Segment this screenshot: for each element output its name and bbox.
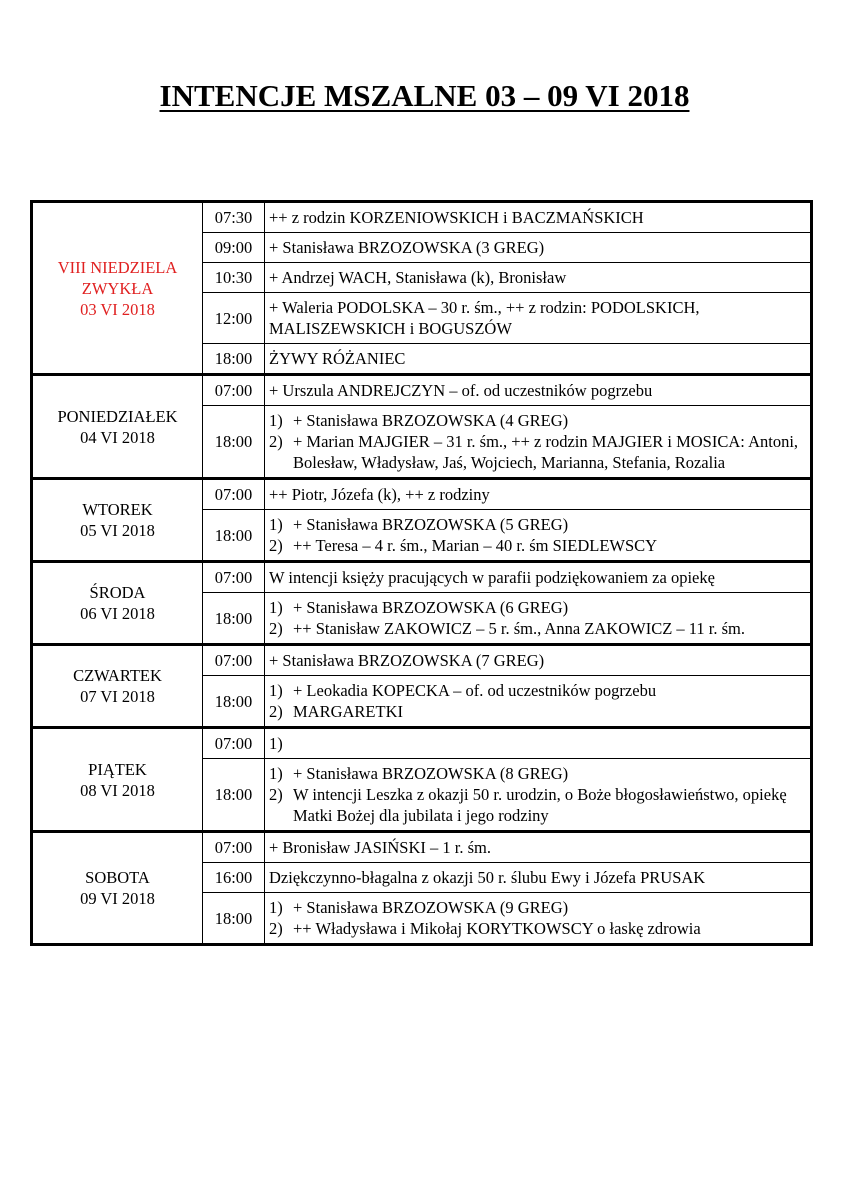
day-name: PONIEDZIAŁEK [57,406,178,426]
day-name: PIĄTEK [88,759,147,779]
intention-item [269,618,806,639]
intention-list [269,680,806,722]
intention-list [269,897,806,939]
intention-text: Dziękczynno-błagalna z okazji 50 r. ślubu Ewy i Józefa PRUSAK [269,868,706,887]
intention-text: + Andrzej WACH, Stanisława (k), Bronisław [269,268,567,287]
intention-cell [265,344,812,375]
intention-list [269,410,806,473]
mass-row [32,479,812,510]
day-date: 08 VI 2018 [80,780,155,800]
intention-cell [265,406,812,479]
intention-cell [265,375,812,406]
intention-text: ŻYWY RÓŻANIEC [269,349,406,368]
day-name: ZWYKŁA [81,278,154,298]
day-name: VIII NIEDZIELA [57,257,178,277]
day-cell [32,562,203,645]
intention-cell [265,233,812,263]
mass-time: 18:00 [203,344,265,375]
mass-time: 18:00 [203,893,265,945]
intention-number: 1) [269,898,283,917]
mass-time: 18:00 [203,510,265,562]
day-date: 03 VI 2018 [80,299,155,319]
intention-number: 1) [269,598,283,617]
day-name: ŚRODA [89,583,146,602]
intention-cell [265,293,812,344]
intention-item [269,410,806,431]
day-name: CZWARTEK [73,666,162,685]
day-name: SOBOTA [85,868,150,887]
mass-row [32,728,812,759]
intention-cell [265,645,812,676]
intention-text: + Waleria PODOLSKA – 30 r. śm., ++ z rodzin: PODOLSKICH, MALISZEWSKICH i BOGUSZÓW [269,298,700,338]
mass-row [32,562,812,593]
day-date: 05 VI 2018 [80,521,155,540]
mass-row [32,645,812,676]
mass-time: 18:00 [203,406,265,479]
intention-item [269,784,806,826]
intention-text: ++ z rodzin KORZENIOWSKICH i BACZMAŃSKICH [269,208,644,227]
intention-text: + Stanisława BRZOZOWSKA (3 GREG) [269,238,545,257]
intention-number: 1) [269,411,283,430]
day-cell [32,375,203,479]
mass-time: 07:00 [203,832,265,863]
intention-number: 2) [269,536,283,555]
day-cell [32,728,203,832]
intention-number: 2) [269,919,283,938]
intention-list [269,597,806,639]
intentions-table [30,200,813,946]
intention-item [269,918,806,939]
day-date: 09 VI 2018 [80,889,155,908]
day-cell [32,832,203,945]
intention-text: + Leokadia KOPECKA – of. od uczestników pogrzebu [293,681,657,700]
mass-time: 07:00 [203,728,265,759]
intention-text: MARGARETKI [293,702,403,721]
intention-text: W intencji księży pracujących w parafii podziękowaniem za opiekę [269,568,715,587]
mass-time: 07:00 [203,479,265,510]
mass-row [32,375,812,406]
page-title-wrap [0,78,849,114]
mass-time: 07:00 [203,375,265,406]
day-date: 07 VI 2018 [80,687,155,706]
intention-text: ++ Piotr, Józefa (k), ++ z rodziny [269,485,490,504]
intention-cell [265,759,812,832]
intention-item [269,897,806,918]
intention-text: + Stanisława BRZOZOWSKA (8 GREG) [293,764,569,783]
page-title: INTENCJE MSZALNE 03 – 09 VI 2018 [159,78,690,113]
intention-item [269,763,806,784]
day-group [32,645,812,728]
intention-number: 2) [269,702,283,721]
intention-text: + Urszula ANDREJCZYN – of. od uczestników pogrzebu [269,381,653,400]
intention-item [269,431,806,473]
intention-text: ++ Władysława i Mikołaj KORYTKOWSCY o łaskę zdrowia [293,919,701,938]
intention-item [269,701,806,722]
mass-time: 07:00 [203,645,265,676]
intention-cell [265,593,812,645]
intention-number: 2) [269,785,283,804]
intention-text: + Stanisława BRZOZOWSKA (4 GREG) [293,411,569,430]
day-date: 04 VI 2018 [80,427,155,447]
mass-time: 12:00 [203,293,265,344]
day-date: 06 VI 2018 [80,604,155,623]
day-cell [32,202,203,375]
day-group [32,562,812,645]
mass-time: 18:00 [203,593,265,645]
day-group [32,832,812,945]
intention-text: ++ Teresa – 4 r. śm., Marian – 40 r. śm SIEDLEWSCY [293,536,658,555]
intention-cell [265,676,812,728]
intention-cell [265,832,812,863]
intention-number: 2) [269,619,283,638]
mass-time: 07:30 [203,202,265,233]
mass-row [32,832,812,863]
intention-text: + Stanisława BRZOZOWSKA (6 GREG) [293,598,569,617]
mass-time: 18:00 [203,676,265,728]
day-name: WTOREK [82,500,153,519]
intention-text: ++ Stanisław ZAKOWICZ – 5 r. śm., Anna ZAKOWICZ – 11 r. śm. [293,619,746,638]
mass-time: 18:00 [203,759,265,832]
intention-list [269,514,806,556]
intention-cell [265,863,812,893]
mass-time: 16:00 [203,863,265,893]
intention-item [269,535,806,556]
intention-item [269,514,806,535]
intention-list [269,763,806,826]
intention-cell [265,202,812,233]
intention-text: W intencji Leszka z okazji 50 r. urodzin, o Boże błogosławieństwo, opiekę Matki Bożej dla jubilata i jego rodziny [293,785,787,825]
day-cell [32,479,203,562]
intention-number: 2) [269,432,283,451]
intention-text: + Stanisława BRZOZOWSKA (9 GREG) [293,898,569,917]
intention-text: + Stanisława BRZOZOWSKA (5 GREG) [293,515,569,534]
day-group [32,479,812,562]
intention-text: + Stanisława BRZOZOWSKA (7 GREG) [269,651,545,670]
day-group [32,202,812,375]
day-group [32,375,812,479]
intention-item [269,680,806,701]
intention-cell [265,263,812,293]
intention-cell [265,728,812,759]
intention-item [269,597,806,618]
intention-cell [265,562,812,593]
intention-number: 1) [269,681,283,700]
intention-number: 1) [269,515,283,534]
day-group [32,728,812,832]
intention-text: + Marian MAJGIER – 31 r. śm., ++ z rodzin MAJGIER i MOSICA: Antoni, Bolesław, Władysław, Jaś, Wojciech, Marianna, Stefania, Rozalia [293,432,799,472]
intention-number: 1) [269,764,283,783]
intention-text: 1) [269,734,283,753]
intention-cell [265,479,812,510]
intention-cell [265,893,812,945]
intention-cell [265,510,812,562]
mass-time: 09:00 [203,233,265,263]
mass-time: 07:00 [203,562,265,593]
mass-time: 10:30 [203,263,265,293]
intention-text: + Bronisław JASIŃSKI – 1 r. śm. [269,838,491,857]
mass-row [32,202,812,233]
day-cell [32,645,203,728]
